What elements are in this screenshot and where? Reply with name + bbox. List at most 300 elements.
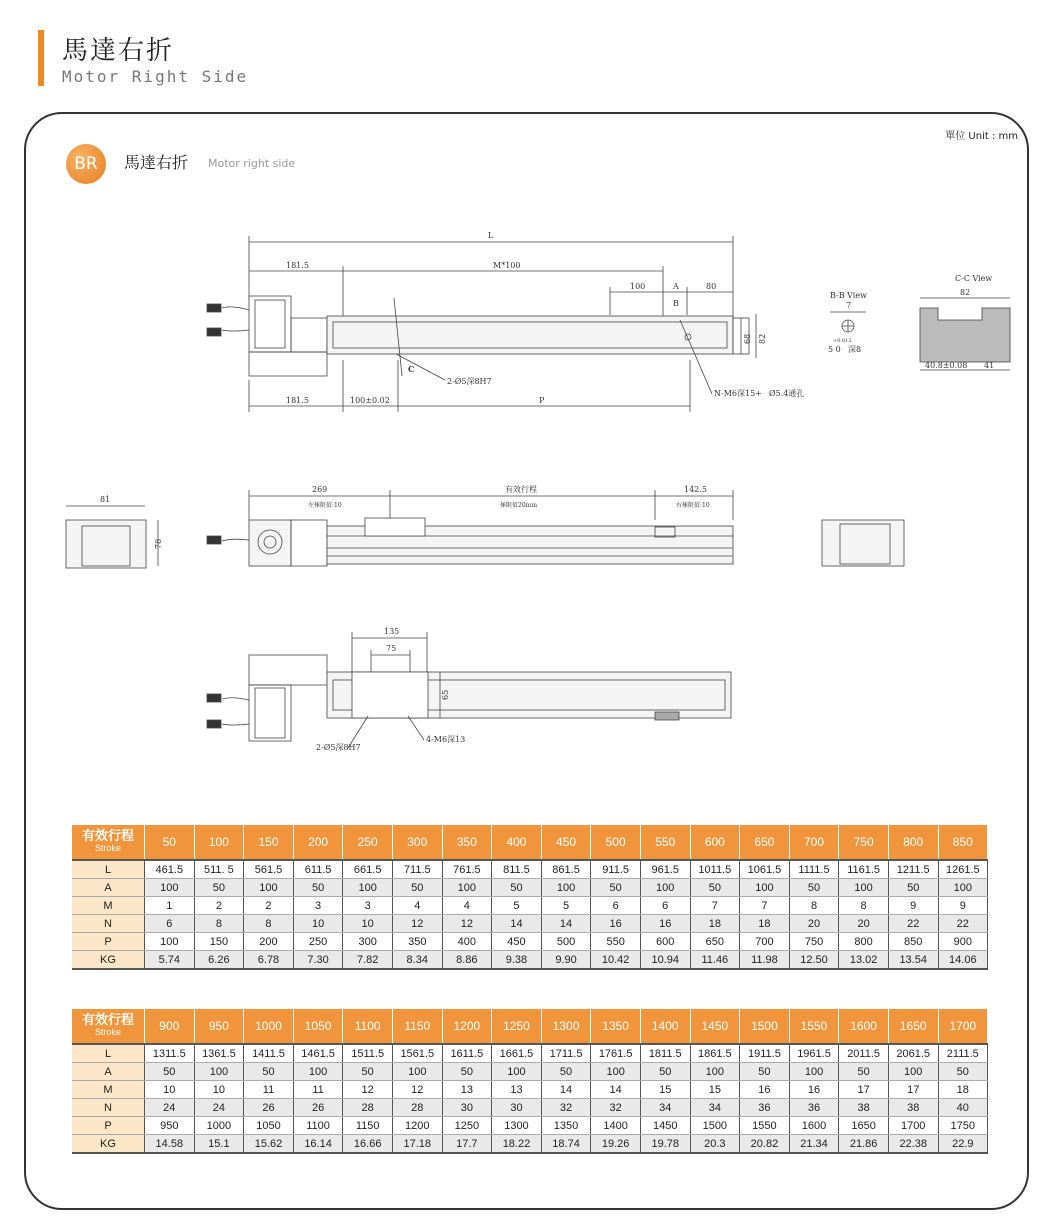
value-cell: 100 bbox=[392, 1063, 442, 1081]
value-cell: 5 bbox=[492, 897, 542, 915]
value-cell: 850 bbox=[888, 933, 938, 951]
cc-dim-41: 41 bbox=[984, 361, 995, 370]
value-cell: 38 bbox=[888, 1099, 938, 1117]
value-cell: 1450 bbox=[640, 1117, 690, 1135]
stroke-cell: 650 bbox=[740, 825, 790, 860]
value-cell: 12 bbox=[343, 1081, 393, 1099]
stroke-cell: 1100 bbox=[343, 1009, 393, 1044]
value-cell: 22 bbox=[938, 915, 988, 933]
value-cell: 22.9 bbox=[938, 1135, 988, 1154]
value-cell: 100 bbox=[888, 1063, 938, 1081]
value-cell: 19.26 bbox=[591, 1135, 641, 1154]
cc-view bbox=[920, 274, 1010, 370]
value-cell: 100 bbox=[194, 1063, 244, 1081]
value-cell: 6 bbox=[591, 897, 641, 915]
value-cell: 700 bbox=[740, 933, 790, 951]
value-cell: 861.5 bbox=[541, 860, 591, 879]
dim-82: 82 bbox=[758, 333, 767, 344]
dim-80: 80 bbox=[706, 282, 717, 291]
value-cell: 100 bbox=[343, 879, 393, 897]
value-cell: 1561.5 bbox=[392, 1044, 442, 1063]
value-cell: 2061.5 bbox=[888, 1044, 938, 1063]
value-cell: 17 bbox=[839, 1081, 889, 1099]
value-cell: 300 bbox=[343, 933, 393, 951]
stroke-cell: 150 bbox=[244, 825, 294, 860]
stroke-label-cell: 有效行程 Stroke bbox=[72, 825, 145, 860]
row-label-cell: KG bbox=[72, 1135, 145, 1154]
table-row bbox=[72, 879, 988, 897]
stroke-cell: 1600 bbox=[839, 1009, 889, 1044]
dim-A: A bbox=[673, 282, 679, 291]
value-cell: 1000 bbox=[194, 1117, 244, 1135]
value-cell: 32 bbox=[591, 1099, 641, 1117]
value-cell: 50 bbox=[541, 1063, 591, 1081]
value-cell: 7.30 bbox=[293, 951, 343, 970]
table-row bbox=[72, 1044, 988, 1063]
value-cell: 16.66 bbox=[343, 1135, 393, 1154]
value-cell: 21.34 bbox=[789, 1135, 839, 1154]
value-cell: 9 bbox=[938, 897, 988, 915]
dim-75: 75 bbox=[386, 644, 397, 653]
value-cell: 950 bbox=[145, 1117, 195, 1135]
value-cell: 2011.5 bbox=[839, 1044, 889, 1063]
stroke-cell: 400 bbox=[492, 825, 542, 860]
stroke-cell: 850 bbox=[938, 825, 988, 860]
value-cell: 11.46 bbox=[690, 951, 740, 970]
dim-1425: 142.5 bbox=[684, 485, 707, 494]
value-cell: 16 bbox=[640, 915, 690, 933]
value-cell: 36 bbox=[740, 1099, 790, 1117]
dim-181-top: 181.5 bbox=[286, 261, 309, 270]
value-cell: 1761.5 bbox=[591, 1044, 641, 1063]
front-view bbox=[207, 484, 733, 566]
bb-view bbox=[828, 291, 867, 354]
value-cell: 800 bbox=[839, 933, 889, 951]
value-cell: 40 bbox=[938, 1099, 988, 1117]
section-title-en: Motor right side bbox=[208, 157, 296, 170]
value-cell: 8 bbox=[194, 915, 244, 933]
value-cell: 250 bbox=[293, 933, 343, 951]
stroke-cell: 950 bbox=[194, 1009, 244, 1044]
value-cell: 1261.5 bbox=[938, 860, 988, 879]
stroke-cell: 600 bbox=[690, 825, 740, 860]
value-cell: 14 bbox=[591, 1081, 641, 1099]
value-cell: 3 bbox=[343, 897, 393, 915]
value-cell: 13.02 bbox=[839, 951, 889, 970]
value-cell: 1161.5 bbox=[839, 860, 889, 879]
value-cell: 20.3 bbox=[690, 1135, 740, 1154]
value-cell: 16 bbox=[591, 915, 641, 933]
value-cell: 811.5 bbox=[492, 860, 542, 879]
value-cell: 1461.5 bbox=[293, 1044, 343, 1063]
value-cell: 19.78 bbox=[640, 1135, 690, 1154]
value-cell: 16.14 bbox=[293, 1135, 343, 1154]
value-cell: 400 bbox=[442, 933, 492, 951]
value-cell: 28 bbox=[343, 1099, 393, 1117]
table-row bbox=[72, 951, 988, 970]
value-cell: 26 bbox=[244, 1099, 294, 1117]
value-cell: 461.5 bbox=[145, 860, 195, 879]
stroke-cell: 700 bbox=[789, 825, 839, 860]
value-cell: 1500 bbox=[690, 1117, 740, 1135]
note-thru: Ø5.4通孔 bbox=[769, 389, 805, 398]
stroke-cell: 1200 bbox=[442, 1009, 492, 1044]
value-cell: 100 bbox=[938, 879, 988, 897]
value-cell: 1861.5 bbox=[690, 1044, 740, 1063]
value-cell: 36 bbox=[789, 1099, 839, 1117]
unit-label: 單位 Unit : mm bbox=[945, 131, 1018, 142]
table-row bbox=[72, 915, 988, 933]
note-n-m6: N-M6深15+ bbox=[714, 389, 762, 398]
row-label-cell: L bbox=[72, 860, 145, 879]
value-cell: 24 bbox=[145, 1099, 195, 1117]
value-cell: 50 bbox=[888, 879, 938, 897]
page-title: 馬達右折 bbox=[62, 36, 175, 66]
value-cell: 450 bbox=[492, 933, 542, 951]
value-cell: 15 bbox=[640, 1081, 690, 1099]
stroke-cell: 550 bbox=[640, 825, 690, 860]
top-view bbox=[207, 231, 804, 412]
row-label-cell: N bbox=[72, 915, 145, 933]
value-cell: 100 bbox=[640, 879, 690, 897]
stroke-cell: 100 bbox=[194, 825, 244, 860]
stroke-cell: 800 bbox=[888, 825, 938, 860]
bb-5: 5 0 bbox=[828, 345, 841, 354]
value-cell: 38 bbox=[839, 1099, 889, 1117]
bottom-view bbox=[207, 627, 731, 752]
stroke-cell: 1000 bbox=[244, 1009, 294, 1044]
value-cell: 50 bbox=[640, 1063, 690, 1081]
table-header-row bbox=[72, 1009, 988, 1044]
row-label-cell: P bbox=[72, 1117, 145, 1135]
value-cell: 50 bbox=[442, 1063, 492, 1081]
dim-81: 81 bbox=[100, 495, 111, 504]
stroke-cell: 1500 bbox=[740, 1009, 790, 1044]
value-cell: 21.86 bbox=[839, 1135, 889, 1154]
value-cell: 16 bbox=[789, 1081, 839, 1099]
value-cell: 14 bbox=[541, 1081, 591, 1099]
value-cell: 1011.5 bbox=[690, 860, 740, 879]
value-cell: 11.98 bbox=[740, 951, 790, 970]
value-cell: 100 bbox=[145, 879, 195, 897]
value-cell: 1661.5 bbox=[492, 1044, 542, 1063]
value-cell: 2 bbox=[194, 897, 244, 915]
value-cell: 20 bbox=[789, 915, 839, 933]
row-label-cell: A bbox=[72, 1063, 145, 1081]
value-cell: 50 bbox=[740, 1063, 790, 1081]
table-row bbox=[72, 1081, 988, 1099]
value-cell: 4 bbox=[442, 897, 492, 915]
value-cell: 100 bbox=[789, 1063, 839, 1081]
row-label-cell: L bbox=[72, 1044, 145, 1063]
value-cell: 34 bbox=[690, 1099, 740, 1117]
table-row bbox=[72, 1063, 988, 1081]
value-cell: 961.5 bbox=[640, 860, 690, 879]
value-cell: 28 bbox=[392, 1099, 442, 1117]
stroke-cell: 1250 bbox=[492, 1009, 542, 1044]
value-cell: 17.18 bbox=[392, 1135, 442, 1154]
label-B: B bbox=[673, 299, 679, 308]
table-row bbox=[72, 1117, 988, 1135]
dim-78: 78 bbox=[154, 538, 163, 549]
bb-dim-7: 7 bbox=[846, 301, 852, 310]
value-cell: 12 bbox=[392, 1081, 442, 1099]
value-cell: 50 bbox=[244, 1063, 294, 1081]
value-cell: 561.5 bbox=[244, 860, 294, 879]
value-cell: 14.06 bbox=[938, 951, 988, 970]
stroke-cell: 50 bbox=[145, 825, 195, 860]
value-cell: 11 bbox=[244, 1081, 294, 1099]
value-cell: 1 bbox=[145, 897, 195, 915]
value-cell: 600 bbox=[640, 933, 690, 951]
note-right-limit: 右極限值:10 bbox=[676, 502, 710, 509]
value-cell: 1111.5 bbox=[789, 860, 839, 879]
value-cell: 20 bbox=[839, 915, 889, 933]
note-left-limit: 左極限值:10 bbox=[308, 502, 342, 509]
stroke-cell: 200 bbox=[293, 825, 343, 860]
value-cell: 7.82 bbox=[343, 951, 393, 970]
value-cell: 150 bbox=[194, 933, 244, 951]
value-cell: 100 bbox=[293, 1063, 343, 1081]
stroke-cell: 750 bbox=[839, 825, 889, 860]
value-cell: 9.38 bbox=[492, 951, 542, 970]
value-cell: 50 bbox=[839, 1063, 889, 1081]
value-cell: 10 bbox=[343, 915, 393, 933]
value-cell: 34 bbox=[640, 1099, 690, 1117]
value-cell: 18 bbox=[740, 915, 790, 933]
value-cell: 10.94 bbox=[640, 951, 690, 970]
value-cell: 10 bbox=[293, 915, 343, 933]
value-cell: 500 bbox=[541, 933, 591, 951]
stroke-cell: 1050 bbox=[293, 1009, 343, 1044]
value-cell: 14 bbox=[492, 915, 542, 933]
value-cell: 1311.5 bbox=[145, 1044, 195, 1063]
row-label-cell: P bbox=[72, 933, 145, 951]
row-label-cell: M bbox=[72, 897, 145, 915]
value-cell: 1711.5 bbox=[541, 1044, 591, 1063]
stroke-cell: 1650 bbox=[888, 1009, 938, 1044]
spec-table-2 bbox=[72, 1009, 988, 1154]
table-row bbox=[72, 860, 988, 879]
stroke-cell: 500 bbox=[591, 825, 641, 860]
value-cell: 1350 bbox=[541, 1117, 591, 1135]
label-C: C bbox=[408, 364, 415, 374]
note-4-m6: 4-M6深13 bbox=[426, 735, 466, 744]
stroke-cell: 450 bbox=[541, 825, 591, 860]
value-cell: 911.5 bbox=[591, 860, 641, 879]
table-header-row bbox=[72, 825, 988, 860]
value-cell: 10 bbox=[145, 1081, 195, 1099]
value-cell: 8 bbox=[789, 897, 839, 915]
value-cell: 50 bbox=[392, 879, 442, 897]
value-cell: 12 bbox=[442, 915, 492, 933]
value-cell: 1100 bbox=[293, 1117, 343, 1135]
value-cell: 1150 bbox=[343, 1117, 393, 1135]
value-cell: 1611.5 bbox=[442, 1044, 492, 1063]
value-cell: 1411.5 bbox=[244, 1044, 294, 1063]
value-cell: 6 bbox=[640, 897, 690, 915]
value-cell: 11 bbox=[293, 1081, 343, 1099]
bb-depth: 深8 bbox=[848, 345, 862, 354]
value-cell: 1550 bbox=[740, 1117, 790, 1135]
cc-dim-408: 40.8±0.08 bbox=[925, 361, 968, 370]
value-cell: 1961.5 bbox=[789, 1044, 839, 1063]
value-cell: 9 bbox=[888, 897, 938, 915]
stroke-cell: 1450 bbox=[690, 1009, 740, 1044]
value-cell: 12.50 bbox=[789, 951, 839, 970]
value-cell: 6 bbox=[145, 915, 195, 933]
cc-view-label: C-C View bbox=[955, 274, 993, 283]
value-cell: 50 bbox=[591, 879, 641, 897]
section-badge: BR bbox=[66, 144, 106, 184]
value-cell: 5 bbox=[541, 897, 591, 915]
value-cell: 30 bbox=[492, 1099, 542, 1117]
table-row bbox=[72, 897, 988, 915]
value-cell: 8 bbox=[244, 915, 294, 933]
cc-dim-82: 82 bbox=[960, 288, 971, 297]
value-cell: 100 bbox=[690, 1063, 740, 1081]
note-limit-20: 極限值20mm bbox=[500, 502, 538, 509]
value-cell: 200 bbox=[244, 933, 294, 951]
value-cell: 50 bbox=[194, 879, 244, 897]
value-cell: 16 bbox=[740, 1081, 790, 1099]
value-cell: 1511.5 bbox=[343, 1044, 393, 1063]
value-cell: 15.1 bbox=[194, 1135, 244, 1154]
row-label-cell: A bbox=[72, 879, 145, 897]
value-cell: 350 bbox=[392, 933, 442, 951]
value-cell: 20.82 bbox=[740, 1135, 790, 1154]
table-row bbox=[72, 1135, 988, 1154]
stroke-cell: 1400 bbox=[640, 1009, 690, 1044]
value-cell: 7 bbox=[690, 897, 740, 915]
value-cell: 4 bbox=[392, 897, 442, 915]
stroke-cell: 1300 bbox=[541, 1009, 591, 1044]
value-cell: 32 bbox=[541, 1099, 591, 1117]
value-cell: 650 bbox=[690, 933, 740, 951]
bb-view-label: B-B View bbox=[830, 291, 867, 300]
value-cell: 1811.5 bbox=[640, 1044, 690, 1063]
note-2-hole-bottom: 2-Ø5深8H7 bbox=[316, 743, 361, 752]
value-cell: 12 bbox=[392, 915, 442, 933]
value-cell: 761.5 bbox=[442, 860, 492, 879]
value-cell: 8 bbox=[839, 897, 889, 915]
value-cell: 14.58 bbox=[145, 1135, 195, 1154]
dim-100-top: 100 bbox=[630, 282, 646, 291]
value-cell: 50 bbox=[690, 879, 740, 897]
value-cell: 1750 bbox=[938, 1117, 988, 1135]
stroke-cell: 300 bbox=[392, 825, 442, 860]
value-cell: 14 bbox=[541, 915, 591, 933]
value-cell: 100 bbox=[591, 1063, 641, 1081]
value-cell: 711.5 bbox=[392, 860, 442, 879]
value-cell: 511. 5 bbox=[194, 860, 244, 879]
dim-135: 135 bbox=[384, 627, 400, 636]
stroke-cell: 250 bbox=[343, 825, 393, 860]
value-cell: 100 bbox=[541, 879, 591, 897]
table-row bbox=[72, 933, 988, 951]
value-cell: 13 bbox=[442, 1081, 492, 1099]
value-cell: 1211.5 bbox=[888, 860, 938, 879]
value-cell: 100 bbox=[244, 879, 294, 897]
value-cell: 6.78 bbox=[244, 951, 294, 970]
value-cell: 1050 bbox=[244, 1117, 294, 1135]
stroke-cell: 1700 bbox=[938, 1009, 988, 1044]
value-cell: 750 bbox=[789, 933, 839, 951]
stroke-cell: 350 bbox=[442, 825, 492, 860]
value-cell: 1361.5 bbox=[194, 1044, 244, 1063]
value-cell: 26 bbox=[293, 1099, 343, 1117]
value-cell: 550 bbox=[591, 933, 641, 951]
value-cell: 9.90 bbox=[541, 951, 591, 970]
value-cell: 15 bbox=[690, 1081, 740, 1099]
value-cell: 24 bbox=[194, 1099, 244, 1117]
value-cell: 50 bbox=[789, 879, 839, 897]
value-cell: 1061.5 bbox=[740, 860, 790, 879]
bb-tol: +0.012 bbox=[833, 338, 852, 344]
value-cell: 6.26 bbox=[194, 951, 244, 970]
row-label-cell: M bbox=[72, 1081, 145, 1099]
stroke-cell: 1150 bbox=[392, 1009, 442, 1044]
label-stroke: 有效行程 bbox=[505, 485, 537, 494]
stroke-cell: 1350 bbox=[591, 1009, 641, 1044]
dim-m100: M*100 bbox=[493, 261, 521, 270]
spec-table-1 bbox=[72, 825, 988, 970]
value-cell: 1250 bbox=[442, 1117, 492, 1135]
value-cell: 50 bbox=[293, 879, 343, 897]
dim-181-bottom: 181.5 bbox=[286, 396, 309, 405]
value-cell: 8.86 bbox=[442, 951, 492, 970]
value-cell: 7 bbox=[740, 897, 790, 915]
value-cell: 50 bbox=[492, 879, 542, 897]
value-cell: 661.5 bbox=[343, 860, 393, 879]
stroke-cell: 900 bbox=[145, 1009, 195, 1044]
value-cell: 100 bbox=[442, 879, 492, 897]
value-cell: 100 bbox=[492, 1063, 542, 1081]
row-label-cell: N bbox=[72, 1099, 145, 1117]
value-cell: 18.22 bbox=[492, 1135, 542, 1154]
value-cell: 50 bbox=[343, 1063, 393, 1081]
value-cell: 22 bbox=[888, 915, 938, 933]
value-cell: 18 bbox=[690, 915, 740, 933]
value-cell: 30 bbox=[442, 1099, 492, 1117]
page-subtitle: Motor Right Side bbox=[62, 67, 249, 86]
dim-L: L bbox=[488, 231, 494, 240]
dim-65: 65 bbox=[441, 689, 450, 700]
value-cell: 50 bbox=[145, 1063, 195, 1081]
value-cell: 17.7 bbox=[442, 1135, 492, 1154]
end-view-left bbox=[66, 495, 163, 568]
value-cell: 13 bbox=[492, 1081, 542, 1099]
value-cell: 611.5 bbox=[293, 860, 343, 879]
row-label-cell: KG bbox=[72, 951, 145, 970]
dim-100-tol: 100±0.02 bbox=[350, 396, 390, 405]
value-cell: 22.38 bbox=[888, 1135, 938, 1154]
value-cell: 3 bbox=[293, 897, 343, 915]
value-cell: 1650 bbox=[839, 1117, 889, 1135]
value-cell: 50 bbox=[938, 1063, 988, 1081]
value-cell: 1600 bbox=[789, 1117, 839, 1135]
value-cell: 1400 bbox=[591, 1117, 641, 1135]
value-cell: 5.74 bbox=[145, 951, 195, 970]
value-cell: 2111.5 bbox=[938, 1044, 988, 1063]
value-cell: 1700 bbox=[888, 1117, 938, 1135]
value-cell: 100 bbox=[740, 879, 790, 897]
value-cell: 900 bbox=[938, 933, 988, 951]
note-2-hole: 2-Ø5深8H7 bbox=[447, 377, 492, 386]
value-cell: 1911.5 bbox=[740, 1044, 790, 1063]
value-cell: 18.74 bbox=[541, 1135, 591, 1154]
dim-P: P bbox=[539, 396, 545, 405]
